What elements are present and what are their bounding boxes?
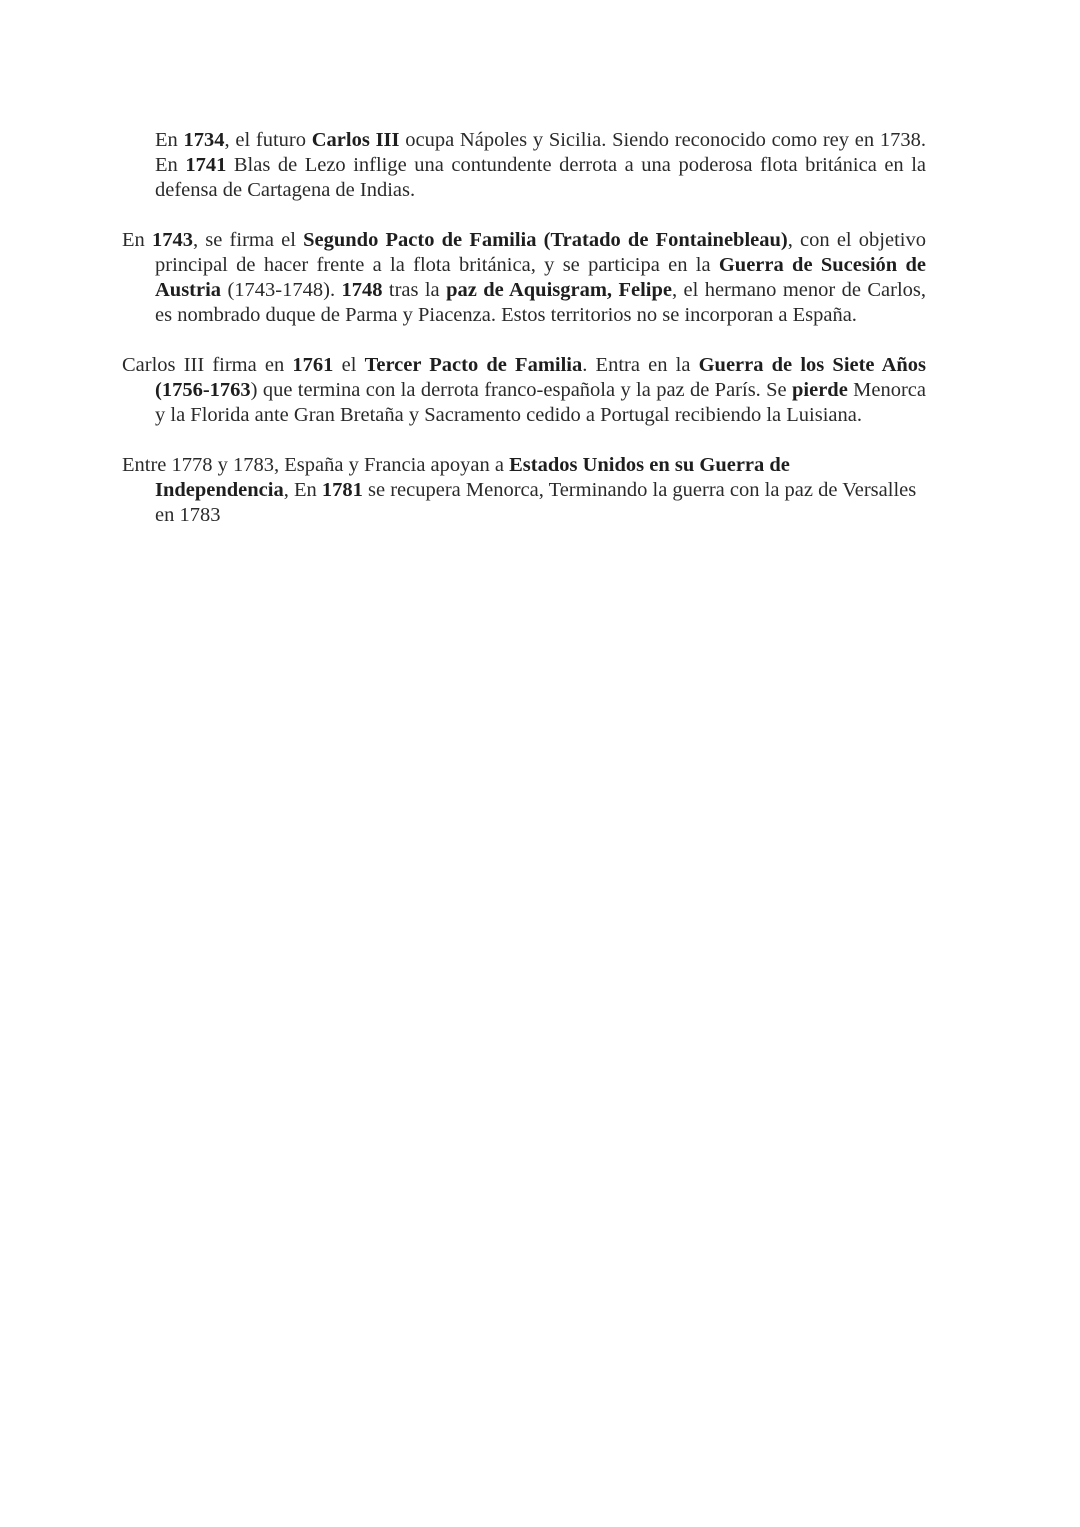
bold-year-1734: 1734 [183,129,225,151]
bold-year-1761: 1761 [292,354,334,376]
bold-tercer-pacto: Tercer Pacto de Familia [364,354,583,376]
paragraph-carlos-iii-naples [122,128,926,203]
bold-year-1748: 1748 [341,279,383,301]
text-segment: ocupa Nápoles y Sicilia. Siendo reconocido como rey en 1738. En [155,129,926,176]
text-segment: se recupera Menorca, Terminando la guerra con la paz de Versalles en 1783 [155,479,917,526]
text-segment: tras la [382,279,447,301]
text-segment: , En [283,479,322,501]
text-segment: , se firma el [192,229,304,251]
text-segment: Blas de Lezo inflige una contundente derrota a una poderosa flota británica en la defensa de Cartagena de Indias. [155,154,926,201]
bold-carlos-iii: Carlos III [311,129,400,151]
text-segment: Carlos III firma en [122,354,293,376]
text-segment: , el hermano menor de Carlos, es nombrado duque de Parma y Piacenza. Estos territorios no se incorporan a España. [155,279,926,326]
document-body [122,128,926,553]
text-segment: En [155,129,184,151]
text-segment: Entre 1778 y 1783, España y Francia apoyan a [122,454,510,476]
text-segment: el [333,354,365,376]
paragraph-tercer-pacto [122,353,926,428]
text-segment: , con el objetivo principal de hacer frente a la flota británica, y se participa en la [155,229,926,276]
bold-year-1781: 1781 [321,479,363,501]
bold-year-1741: 1741 [185,154,227,176]
bold-guerra-siete-anos: Guerra de los Siete Años (1756-1763 [155,354,927,401]
paragraph-independencia [122,453,926,528]
bold-guerra-sucesion: Guerra de Sucesión de Austria [155,254,926,301]
bold-paz-aquisgram: paz de Aquisgram, Felipe [446,279,672,301]
text-segment: En [122,229,152,251]
text-segment: ) que termina con la derrota franco-española y la paz de París. Se [250,379,792,401]
text-segment: , el futuro [224,129,312,151]
bold-segundo-pacto: Segundo Pacto de Familia (Tratado de Fontainebleau) [303,229,788,251]
bold-pierde: pierde [792,379,848,401]
bold-year-1743: 1743 [151,229,193,251]
text-segment: Menorca y la Florida ante Gran Bretaña y Sacramento cedido a Portugal recibiendo la Luisiana. [155,379,926,426]
text-segment: (1743-1748). [221,279,342,301]
text-segment: . Entra en la [582,354,699,376]
bold-estados-unidos: Estados Unidos en su Guerra de Independencia [155,454,790,501]
paragraph-segundo-pacto [122,228,926,328]
